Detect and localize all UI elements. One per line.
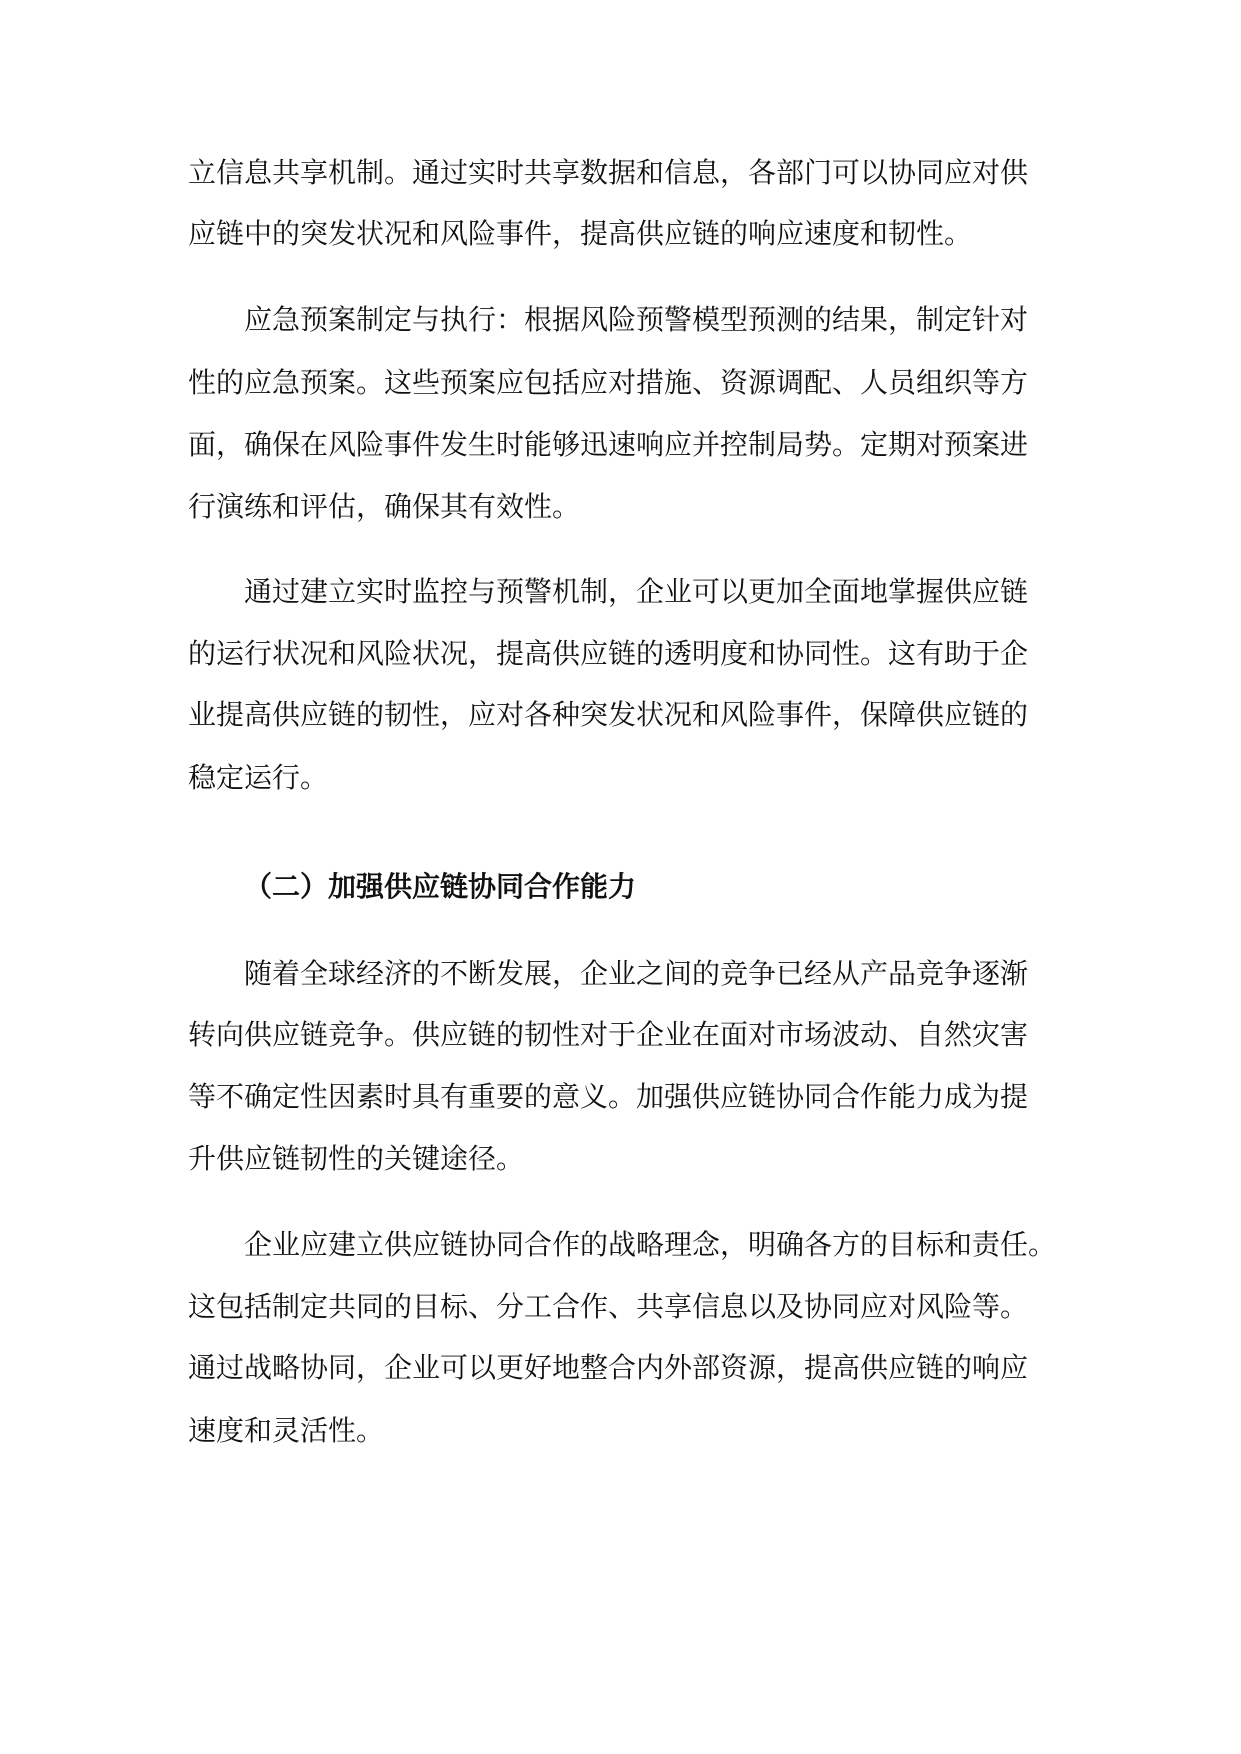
- text-line: 性的应急预案。这些预案应包括应对措施、资源调配、人员组织等方: [188, 366, 1029, 399]
- text-line: 升供应链韧性的关键途径。: [188, 1142, 525, 1175]
- text-line: 随着全球经济的不断发展，企业之间的竞争已经从产品竞争逐渐: [244, 957, 1029, 990]
- text-line: 行演练和评估，确保其有效性。: [188, 490, 581, 523]
- text-line: 等不确定性因素时具有重要的意义。加强供应链协同合作能力成为提: [188, 1080, 1029, 1113]
- text-line: 应急预案制定与执行：根据风险预警模型预测的结果，制定针对: [244, 303, 1029, 336]
- text-line: 通过战略协同，企业可以更好地整合内外部资源，提高供应链的响应: [188, 1351, 1029, 1384]
- text-line: 速度和灵活性。: [188, 1414, 385, 1447]
- text-line: 企业应建立供应链协同合作的战略理念，明确各方的目标和责任。: [244, 1228, 1057, 1261]
- section-heading: （二）加强供应链协同合作能力: [244, 870, 637, 903]
- text-line: 稳定运行。: [188, 761, 329, 794]
- text-line: 这包括制定共同的目标、分工合作、共享信息以及协同应对风险等。: [188, 1290, 1029, 1323]
- text-line: 应链中的突发状况和风险事件，提高供应链的响应速度和韧性。: [188, 217, 973, 250]
- text-line: 业提高供应链的韧性，应对各种突发状况和风险事件，保障供应链的: [188, 698, 1029, 731]
- text-line: 通过建立实时监控与预警机制，企业可以更加全面地掌握供应链: [244, 575, 1029, 608]
- text-line: 转向供应链竞争。供应链的韧性对于企业在面对市场波动、自然灾害: [188, 1018, 1029, 1051]
- text-line: 面，确保在风险事件发生时能够迅速响应并控制局势。定期对预案进: [188, 428, 1029, 461]
- text-line: 立信息共享机制。通过实时共享数据和信息，各部门可以协同应对供: [188, 156, 1029, 189]
- text-line: 的运行状况和风险状况，提高供应链的透明度和协同性。这有助于企: [188, 637, 1029, 670]
